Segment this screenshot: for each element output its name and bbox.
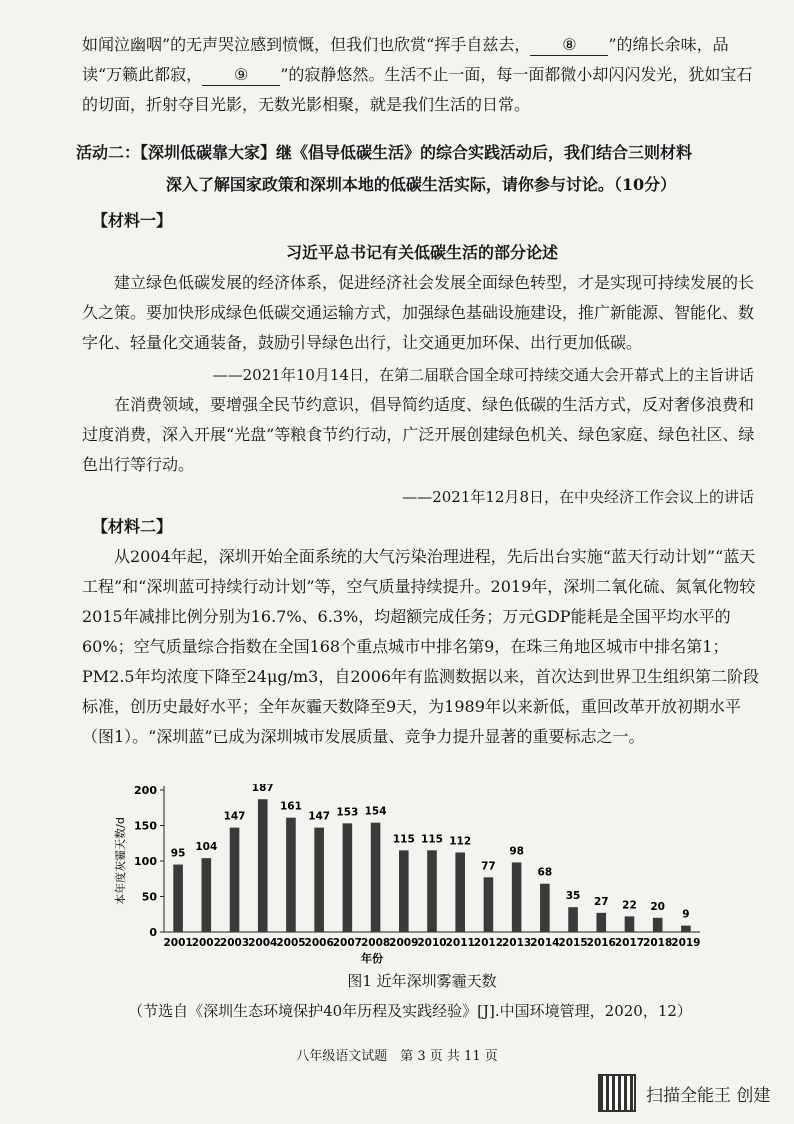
data-label-2009: 115 <box>392 833 415 846</box>
x-tick-label: 2015 <box>558 937 588 949</box>
y-tick-label: 200 <box>134 784 157 797</box>
intro-line2-pre: 味，品读“万籁此都寂， <box>82 35 729 84</box>
intro-paragraph <box>82 30 762 120</box>
x-tick-label: 2002 <box>191 937 221 949</box>
activity-line2: 深入了解国家政策和深圳本地的低碳生活实际，请你参与讨论。（10分） <box>165 175 677 194</box>
bar-2003 <box>230 828 240 932</box>
x-tick-label: 2014 <box>530 937 560 949</box>
data-label-2014: 68 <box>537 866 553 879</box>
x-tick-label: 2004 <box>248 937 278 949</box>
data-label-2001: 95 <box>170 847 186 860</box>
bar-2016 <box>596 913 606 932</box>
x-tick-label: 2003 <box>219 937 250 949</box>
material1-title: 习近平总书记有关低碳生活的部分论述 <box>285 243 558 262</box>
data-label-2006: 147 <box>308 810 331 823</box>
material1-source2: ——2021年12月8日，在中央经济工作会议上的讲话 <box>402 488 754 506</box>
x-tick-label: 2007 <box>332 937 362 949</box>
bar-2014 <box>540 884 550 932</box>
bar-2010 <box>427 850 437 932</box>
y-tick-label: 100 <box>134 855 157 868</box>
data-label-2013: 98 <box>509 845 524 858</box>
bar-2009 <box>399 850 409 932</box>
data-label-2004: 187 <box>251 784 274 795</box>
x-tick-label: 2016 <box>586 937 616 949</box>
bar-2001 <box>173 865 183 932</box>
activity-line1: 活动二：【深圳低碳靠大家】继《倡导低碳生活》的综合实践活动后，我们结合三则材料 <box>76 143 693 162</box>
material1-heading: 【材料一】 <box>92 211 173 230</box>
data-label-2012: 77 <box>481 860 496 873</box>
x-tick-label: 2018 <box>643 937 673 949</box>
bar-2006 <box>314 828 324 932</box>
bar-2002 <box>202 858 212 932</box>
qr-code-icon <box>598 1074 636 1112</box>
x-tick-label: 2005 <box>276 937 306 949</box>
y-tick-label: 50 <box>141 890 157 904</box>
data-label-2005: 161 <box>279 800 302 813</box>
bar-2015 <box>568 907 578 932</box>
bar-2018 <box>653 918 663 932</box>
intro-line3: 发光，犹如宝石的切面，折射夺目光影，无数光影相聚，就是我们生活的日常。 <box>82 65 753 114</box>
material2-para: 从2004年起，深圳开始全面系统的大气污染治理进程，先后出台实施“蓝天行动计划”“蓝天工程”和“深圳蓝可持续行动计划”等，空气质量持续提升。2019年，深圳二氧化硫、氮氧化物较2015年减排比例分别为16.7%、6.3%，均超额完成任务；万元GDP能耗是全国平均水平的60%；空气质量综合指数在全国168个重点城市中排名第9，在珠三角地区城市中排名第1；PM2.5年均浓度下降至24μg/m3，自2006年有监测数据以来，首次达到世界卫生组织第二阶段标准，创历史最好水平；全年灰霾天数降至9天，为1989年以来新低，重回改革开放初期水平（图1）。“深圳蓝”已成为深圳城市发展质量、竞争力提升显著的重要标志之一。 <box>82 547 760 746</box>
scanner-watermark <box>598 1074 770 1112</box>
x-tick-label: 2008 <box>360 937 391 949</box>
bar-2012 <box>484 877 494 932</box>
x-tick-label: 2019 <box>671 937 701 949</box>
data-label-2011: 112 <box>449 835 472 848</box>
bar-2011 <box>455 852 465 932</box>
scanner-label: 扫描全能王 创建 <box>646 1085 771 1106</box>
data-label-2015: 35 <box>565 890 581 903</box>
material1-para1: 建立绿色低碳发展的经济体系，促进经济社会发展全面绿色转型，才是实现可持续发展的长久之策。要加快形成绿色低碳交通运输方式，加强绿色基础设施建设，推广新能源、智能化、数字化、轻量化交通装备，鼓励引导绿色出行，让交通更加环保、出行更加低碳。 <box>82 273 755 352</box>
data-label-2007: 153 <box>336 806 359 819</box>
material2-heading: 【材料二】 <box>92 517 173 536</box>
x-tick-label: 2010 <box>417 937 447 949</box>
x-tick-label: 2006 <box>304 937 334 949</box>
x-axis-label: 年份 <box>361 952 383 965</box>
x-tick-label: 2009 <box>389 937 419 949</box>
bar-2004 <box>258 799 268 932</box>
data-label-2003: 147 <box>223 810 246 823</box>
x-tick-label: 2001 <box>163 937 193 949</box>
data-label-2002: 104 <box>195 841 218 854</box>
bar-2019 <box>681 926 691 932</box>
data-label-2016: 27 <box>593 895 609 908</box>
answer-blank-8[interactable]: ⑧ <box>530 35 608 56</box>
y-tick-label: 0 <box>149 926 157 939</box>
intro-line2-post: ”的寂静悠然。生活不止一面，每一面都微小却闪闪 <box>280 65 641 84</box>
bar-2007 <box>343 823 353 932</box>
data-label-2017: 22 <box>622 899 637 912</box>
intro-line1-post: ”的绵长余 <box>608 35 681 54</box>
y-axis-label: 本年度灰霾天数/d <box>114 817 127 905</box>
answer-blank-9[interactable]: ⑨ <box>202 65 280 86</box>
bar-2013 <box>512 862 522 932</box>
chart-caption: 图1 近年深圳雾霾天数 <box>347 972 497 990</box>
y-tick-label: 150 <box>134 819 157 833</box>
citation: （节选自《深圳生态环境保护40年历程及实践经验》[J].中国环境管理，2020，12） <box>128 1002 692 1020</box>
data-label-2018: 20 <box>650 900 665 913</box>
page-footer: 八年级语文试题 第 3 页 共 11 页 <box>296 1049 498 1064</box>
data-label-2010: 115 <box>421 833 443 846</box>
x-tick-label: 2012 <box>473 937 504 949</box>
material1-para2: 在消费领域，要增强全民节约意识，倡导简约适度、绿色低碳的生活方式，反对奢侈浪费和过度消费，深入开展“光盘”等粮食节约行动，广泛开展创建绿色机关、绿色家庭、绿色社区、绿色出行等行动。 <box>82 395 755 474</box>
material1-source1: ——2021年10月14日，在第二届联合国全球可持续交通大会开幕式上的主旨讲话 <box>212 366 754 384</box>
x-tick-label: 2017 <box>614 937 645 949</box>
x-tick-label: 2013 <box>502 937 532 949</box>
bar-2005 <box>286 818 296 932</box>
data-label-2008: 154 <box>364 805 387 818</box>
x-tick-label: 2011 <box>445 937 475 949</box>
data-label-2019: 9 <box>682 908 690 921</box>
intro-line1-pre: 如闻泣幽咽”的无声哭泣感到愤慨，但我们也欣赏“挥手自兹去， <box>82 35 531 54</box>
bar-2017 <box>625 916 635 932</box>
bar-2008 <box>371 823 381 932</box>
